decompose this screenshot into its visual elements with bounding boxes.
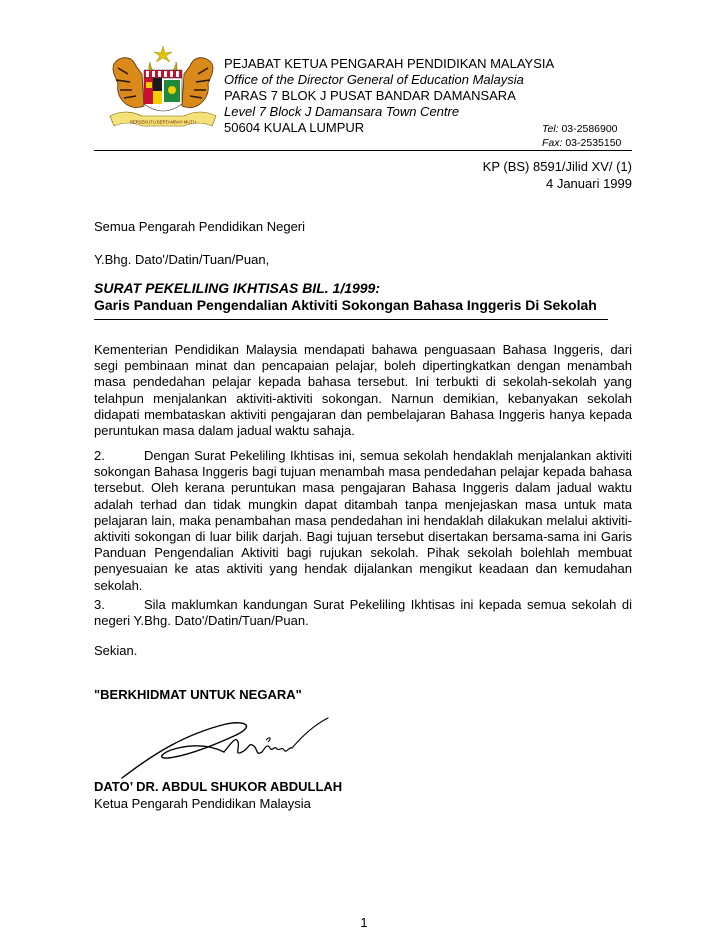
- motto: "BERKHIDMAT UNTUK NEGARA": [94, 687, 302, 702]
- page-number: 1: [360, 915, 368, 930]
- salutation: Y.Bhg. Dato'/Datin/Tuan/Puan,: [94, 252, 270, 267]
- paragraph-3: [94, 597, 632, 629]
- letterhead-divider: [94, 150, 632, 151]
- subject-underline: [94, 319, 608, 320]
- address-malay: PARAS 7 BLOK J PUSAT BANDAR DAMANSARA: [224, 88, 516, 103]
- paragraph-3-text: Sila maklumkan kandungan Surat Pekeliling Ikhtisas ini kepada semua sekolah di negeri Y.Bhg. Dato'/Datin/Tuan/Puan.: [94, 597, 632, 629]
- crest-motto: BERSEKUTU BERTAMBAH MUTU: [130, 119, 196, 125]
- fax-line: [542, 136, 621, 150]
- subject-heading: Garis Panduan Pengendalian Aktiviti Sokongan Bahasa Inggeris Di Sekolah: [94, 297, 597, 313]
- telephone-number: 03-2586900: [561, 123, 618, 135]
- subject-title: SURAT PEKELILING IKHTISAS BIL. 1/1999:: [94, 280, 381, 296]
- paragraph-1: Kementerian Pendidikan Malaysia mendapati bahawa penguasaan Bahasa Inggeris, dari segi pembinaan minat dan pencapaian pelajar, boleh dipertingkatkan dengan menambah masa pendedahan pelajar kepada bahasa tersebut. Ini terbukti di sekolah-sekolah yang telahpun menjalankan aktiviti-aktiviti sokongan. Narnun demikian, kebanyakan sekolah didapati membataskan aktiviti pengajaran dan pembelajaran Bahasa Inggeris hanya kepada peruntukan masa dalam jadual waktu sahaja.: [94, 342, 632, 439]
- closing: Sekian.: [94, 643, 138, 658]
- letter-date: 4 Januari 1999: [545, 176, 632, 191]
- telephone-line: [542, 122, 618, 136]
- address-english: Level 7 Block J Damansara Town Centre: [224, 104, 460, 119]
- telephone-label: Tel:: [542, 123, 559, 135]
- reference-number: KP (BS) 8591/Jilid XV/ (1): [482, 159, 632, 174]
- paragraph-2-number: 2.: [94, 448, 105, 463]
- office-name-malay: PEJABAT KETUA PENGARAH PENDIDIKAN MALAYSIA: [224, 56, 555, 71]
- fax-number: 03-2535150: [565, 137, 622, 149]
- paragraph-2: [94, 448, 632, 594]
- office-name-english: Office of the Director General of Education Malaysia: [224, 72, 524, 87]
- address-city: 50604 KUALA LUMPUR: [224, 120, 365, 135]
- signatory-title: Ketua Pengarah Pendidikan Malaysia: [94, 796, 311, 811]
- paragraph-3-number: 3.: [94, 597, 105, 612]
- recipient: Semua Pengarah Pendidikan Negeri: [94, 219, 306, 234]
- coat-of-arms-logo: [106, 44, 220, 136]
- signatory-name: DATO’ DR. ABDUL SHUKOR ABDULLAH: [94, 779, 343, 794]
- fax-label: Fax:: [542, 137, 563, 149]
- signature-image: [116, 712, 336, 784]
- paragraph-2-text: Dengan Surat Pekeliling Ikhtisas ini, semua sekolah hendaklah menjalankan aktiviti sokongan Bahasa Inggeris bagi tujuan menambah masa pendedahan pelajar kepada bahasa tersebut. Oleh kerana peruntukan masa pengajaran Bahasa Inggeris dalam jadual waktu adalah terhad dan tidak mungkin dapat ditambah tanpa menjejaskan masa untuk mata pelajaran lain, maka penambahan masa pendedahan ini hendaklah dilakukan melalui aktiviti-aktiviti sokongan di luar bilik darjah. Bagi tujuan tersebut disertakan bersama-sama ini Garis Panduan Pengendalian Aktiviti bagi rujukan sekolah. Pihak sekolah bolehlah membuat penyesuaian ke atas aktiviti yang hendak dijalankan mengikut keadaan dan kemudahan sekolah.: [94, 448, 632, 593]
